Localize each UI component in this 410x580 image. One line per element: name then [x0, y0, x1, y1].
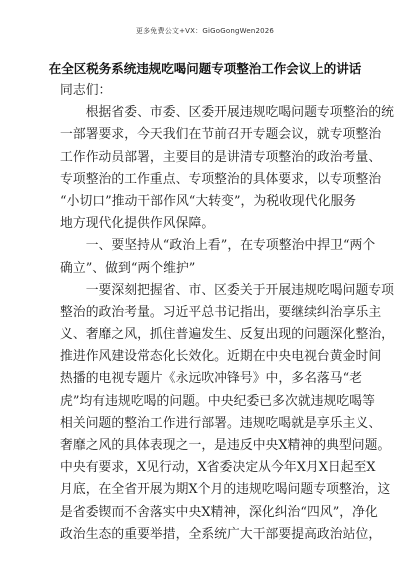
body-line: 根据省委、市委、区委开展违规吃喝问题专项整治的统 — [60, 105, 395, 121]
body-line: 相关问题的整治工作进行部署。违规吃喝就是享乐主义、 — [60, 415, 382, 431]
body-line: 一、要坚持从“政治上看”，在专项整治中捍卫“两个 — [60, 238, 376, 254]
document-body — [60, 80, 395, 546]
body-line: 工作作动员部署，主要目的是讲清专项整治的政治考量、 — [60, 149, 382, 165]
body-line: 义、奢靡之风，抓住普遍发生、反复出现的问题深化整治， — [60, 327, 395, 343]
body-line: 一部署要求，今天我们在节前召开专题会议，就专项整治 — [60, 127, 382, 143]
header-note: 更多免费公文+VX：GiGoGongWen2026 — [135, 27, 275, 35]
body-line: 整治的政治考量。习近平总书记指出，要继续纠治享乐主 — [60, 304, 382, 320]
salutation-line: 同志们： — [60, 83, 112, 98]
body-line: 是省委锲而不舍落实中央X精神，深化纠治“四风”，净化 — [60, 504, 378, 520]
body-line: 专项整治的工作重点、专项整治的具体要求，以专项整治 — [60, 171, 382, 187]
body-line: 虎”均有违规吃喝的问题。中央纪委已多次就违规吃喝等 — [60, 393, 375, 409]
body-line: 一要深刻把握省、市、区委关于开展违规吃喝问题专项 — [60, 282, 395, 298]
body-line: 确立”、做到“两个维护” — [60, 260, 196, 276]
body-line: 政治生态的重要举措，全系统广大干部要提高政治站位， — [60, 526, 382, 542]
body-line: 中央有要求，X见行动，X省委决定从今年X月X日起至X — [60, 460, 376, 476]
document-title: 在全区税务系统违规吃喝问题专项整治工作会议上的讲话 — [48, 61, 362, 76]
body-line: 地方现代化提供作风保障。 — [60, 216, 215, 232]
body-line: “小切口”推动干部作风“大转变”，为税收现代化服务 — [60, 193, 357, 209]
body-line: 月底，在全省开展为期X个月的违规吃喝问题专项整治，这 — [60, 482, 391, 498]
body-line: 推进作风建设常态化长效化。近期在中央电视台黄金时间 — [60, 349, 382, 365]
body-line: 热播的电视专题片《永远吹冲锋号》中，多名落马“老 — [60, 371, 363, 387]
body-line: 奢靡之风的具体表现之一，是违反中央X精神的典型问题。 — [60, 438, 391, 453]
